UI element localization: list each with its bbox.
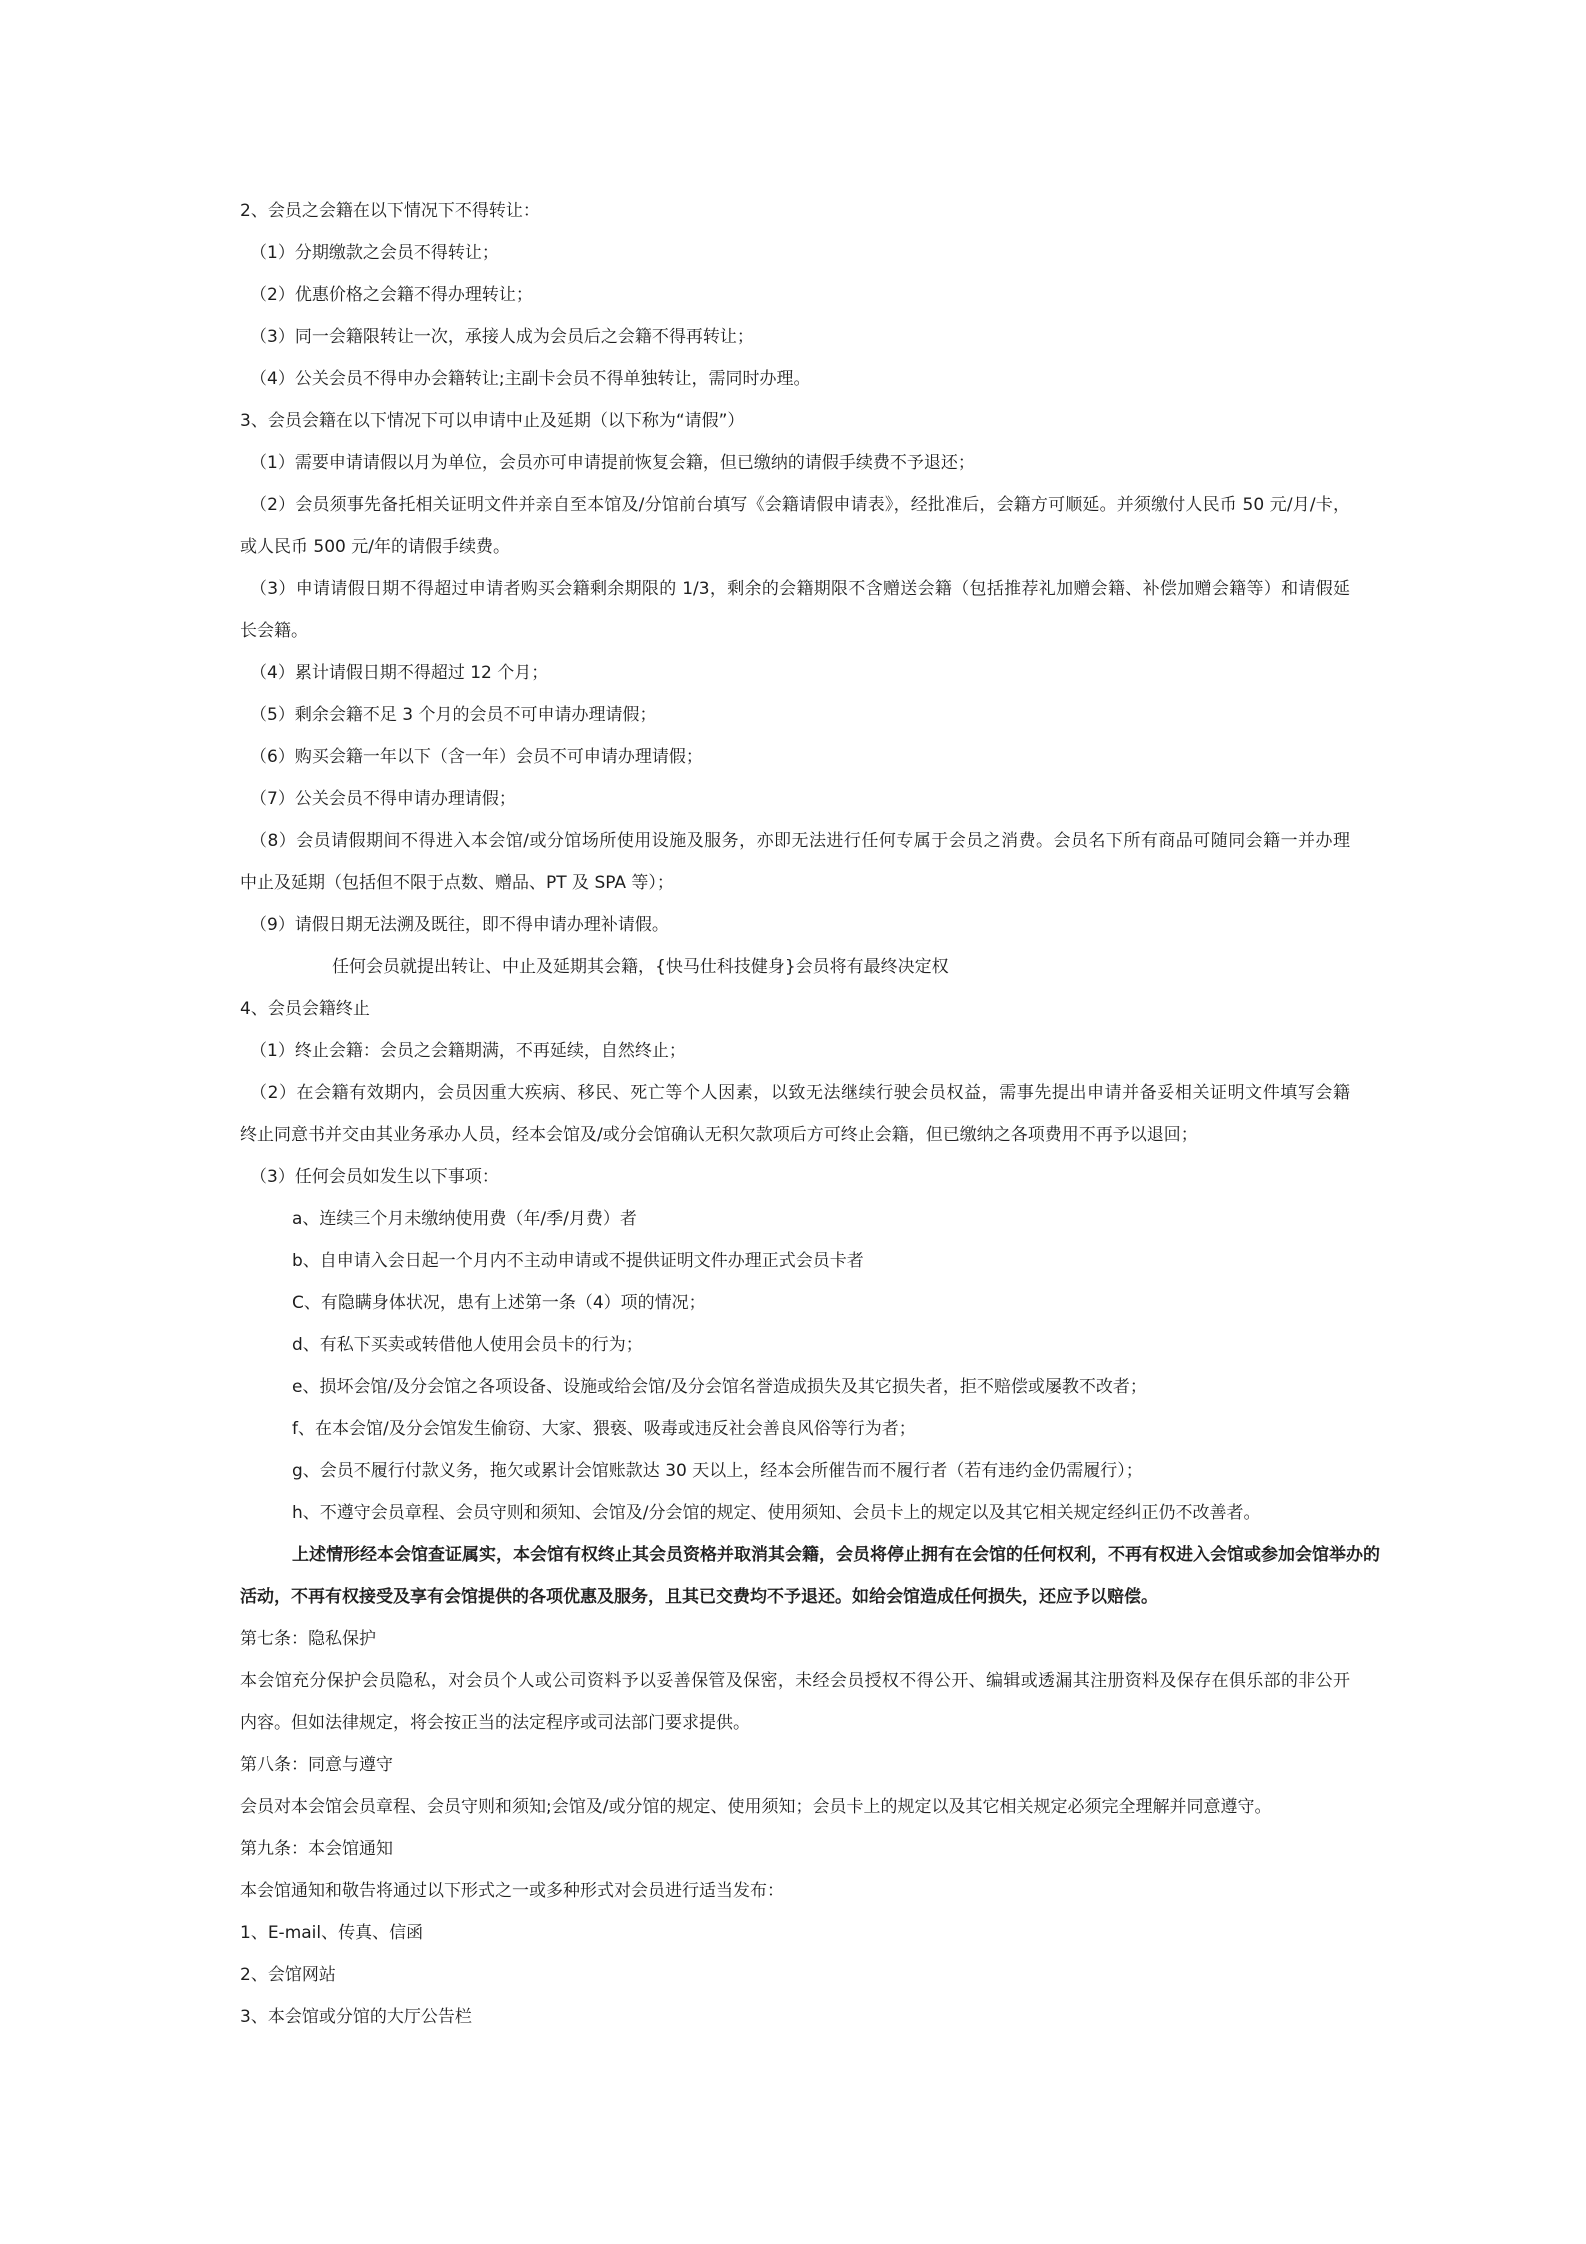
section-4-sub-h: h、不遵守会员章程、会员守则和须知、会馆及/分会馆的规定、使用须知、会员卡上的规定以及其它相关规定经纠正仍不改善者。 [292,1503,1261,1523]
section-4-item-3: （3）任何会员如发生以下事项： [250,1167,499,1187]
section-4-item-2-line-1: （2）在会籍有效期内，会员因重大疾病、移民、死亡等个人因素，以致无法继续行驶会员权益，需事先提出申请并备妥相关证明文件填写会籍 [250,1083,1350,1103]
section-3-item-2-line-2: 或人民币 500 元/年的请假手续费。 [240,537,510,557]
article-7-paragraph-line-2: 内容。但如法律规定，将会按正当的法定程序或司法部门要求提供。 [240,1713,750,1733]
section-3-item-1: （1）需要申请请假以月为单位，会员亦可申请提前恢复会籍，但已缴纳的请假手续费不予退还； [250,453,975,473]
article-8-title: 第八条：同意与遵守 [240,1755,393,1775]
section-4-penalty-line-1: 上述情形经本会馆查证属实，本会馆有权终止其会员资格并取消其会籍，会员将停止拥有在会馆的任何权利，不再有权进入会馆或参加会馆举办的 [292,1545,1380,1565]
section-3-title: 3、会员会籍在以下情况下可以申请中止及延期（以下称为“请假”） [240,411,745,431]
section-4-sub-b: b、自申请入会日起一个月内不主动申请或不提供证明文件办理正式会员卡者 [292,1251,864,1271]
section-4-sub-a: a、连续三个月未缴纳使用费（年/季/月费）者 [292,1209,637,1229]
section-3-item-8-line-1: （8）会员请假期间不得进入本会馆/或分馆场所使用设施及服务，亦即无法进行任何专属于会员之消费。会员名下所有商品可随同会籍一并办理 [250,831,1350,851]
section-3-item-4: （4）累计请假日期不得超过 12 个月； [250,663,549,683]
section-2-item-3: （3）同一会籍限转让一次，承接人成为会员后之会籍不得再转让； [250,327,754,347]
document-page [240,190,1380,2038]
section-3-item-9: （9）请假日期无法溯及既往，即不得申请办理补请假。 [250,915,669,935]
section-4-sub-g: g、会员不履行付款义务，拖欠或累计会馆账款达 30 天以上，经本会所催告而不履行者（若有违约金仍需履行）； [292,1461,1143,1481]
section-3-item-5: （5）剩余会籍不足 3 个月的会员不可申请办理请假； [250,705,657,725]
section-3-item-3-line-1: （3）申请请假日期不得超过申请者购买会籍剩余期限的 1/3，剩余的会籍期限不含赠送会籍（包括推荐礼加赠会籍、补偿加赠会籍等）和请假延 [250,579,1350,599]
section-3-item-7: （7）公关会员不得申请办理请假； [250,789,516,809]
section-4-item-1: （1）终止会籍：会员之会籍期满，不再延续，自然终止； [250,1041,686,1061]
section-4-sub-f: f、在本会馆/及分会馆发生偷窃、大家、猥亵、吸毒或违反社会善良风俗等行为者； [292,1419,916,1439]
article-9-title: 第九条：本会馆通知 [240,1839,393,1859]
article-9-item-2: 2、会馆网站 [240,1965,336,1985]
article-7-title: 第七条：隐私保护 [240,1629,376,1649]
section-4-sub-e: e、损坏会馆/及分会馆之各项设备、设施或给会馆/及分会馆名誉造成损失及其它损失者，拒不赔偿或屡教不改者； [292,1377,1147,1397]
section-3-item-6: （6）购买会籍一年以下（含一年）会员不可申请办理请假； [250,747,703,767]
section-2-title: 2、会员之会籍在以下情况下不得转让： [240,201,540,221]
section-4-penalty-line-2: 活动，不再有权接受及享有会馆提供的各项优惠及服务，且其已交费均不予退还。如给会馆造成任何损失，还应予以赔偿。 [240,1587,1158,1607]
section-2-item-2: （2）优惠价格之会籍不得办理转让； [250,285,533,305]
article-7-paragraph-line-1: 本会馆充分保护会员隐私，对会员个人或公司资料予以妥善保管及保密，未经会员授权不得公开、编辑或透漏其注册资料及保存在俱乐部的非公开 [240,1671,1350,1691]
section-3-item-3-line-2: 长会籍。 [240,621,308,641]
section-4-sub-d: d、有私下买卖或转借他人使用会员卡的行为； [292,1335,643,1355]
section-4-item-2-line-2: 终止同意书并交由其业务承办人员，经本会馆及/或分会馆确认无积欠款项后方可终止会籍，但已缴纳之各项费用不再予以退回； [240,1125,1198,1145]
section-3-item-8-line-2: 中止及延期（包括但不限于点数、赠品、PT 及 SPA 等）； [240,873,674,893]
article-9-paragraph: 本会馆通知和敬告将通过以下形式之一或多种形式对会员进行适当发布： [240,1881,784,1901]
section-2-item-1: （1）分期缴款之会员不得转让； [250,243,499,263]
section-3-item-2-line-1: （2）会员须事先备托相关证明文件并亲自至本馆及/分馆前台填写《会籍请假申请表》，经批准后，会籍方可顺延。并须缴付人民币 50 元/月/卡， [250,495,1350,515]
article-8-paragraph: 会员对本会馆会员章程、会员守则和须知;会馆及/或分馆的规定、使用须知；会员卡上的规定以及其它相关规定必须完全理解并同意遵守。 [240,1797,1272,1817]
section-2-item-4: （4）公关会员不得申办会籍转让;主副卡会员不得单独转让，需同时办理。 [250,369,811,389]
section-4-sub-c: C、有隐瞒身体状况，患有上述第一条（4）项的情况； [292,1293,706,1313]
article-9-item-1: 1、E-mail、传真、信函 [240,1923,424,1943]
section-3-note: 任何会员就提出转让、中止及延期其会籍，{快马仕科技健身}会员将有最终决定权 [332,957,949,977]
section-4-title: 4、会员会籍终止 [240,999,370,1019]
article-9-item-3: 3、本会馆或分馆的大厅公告栏 [240,2007,472,2027]
